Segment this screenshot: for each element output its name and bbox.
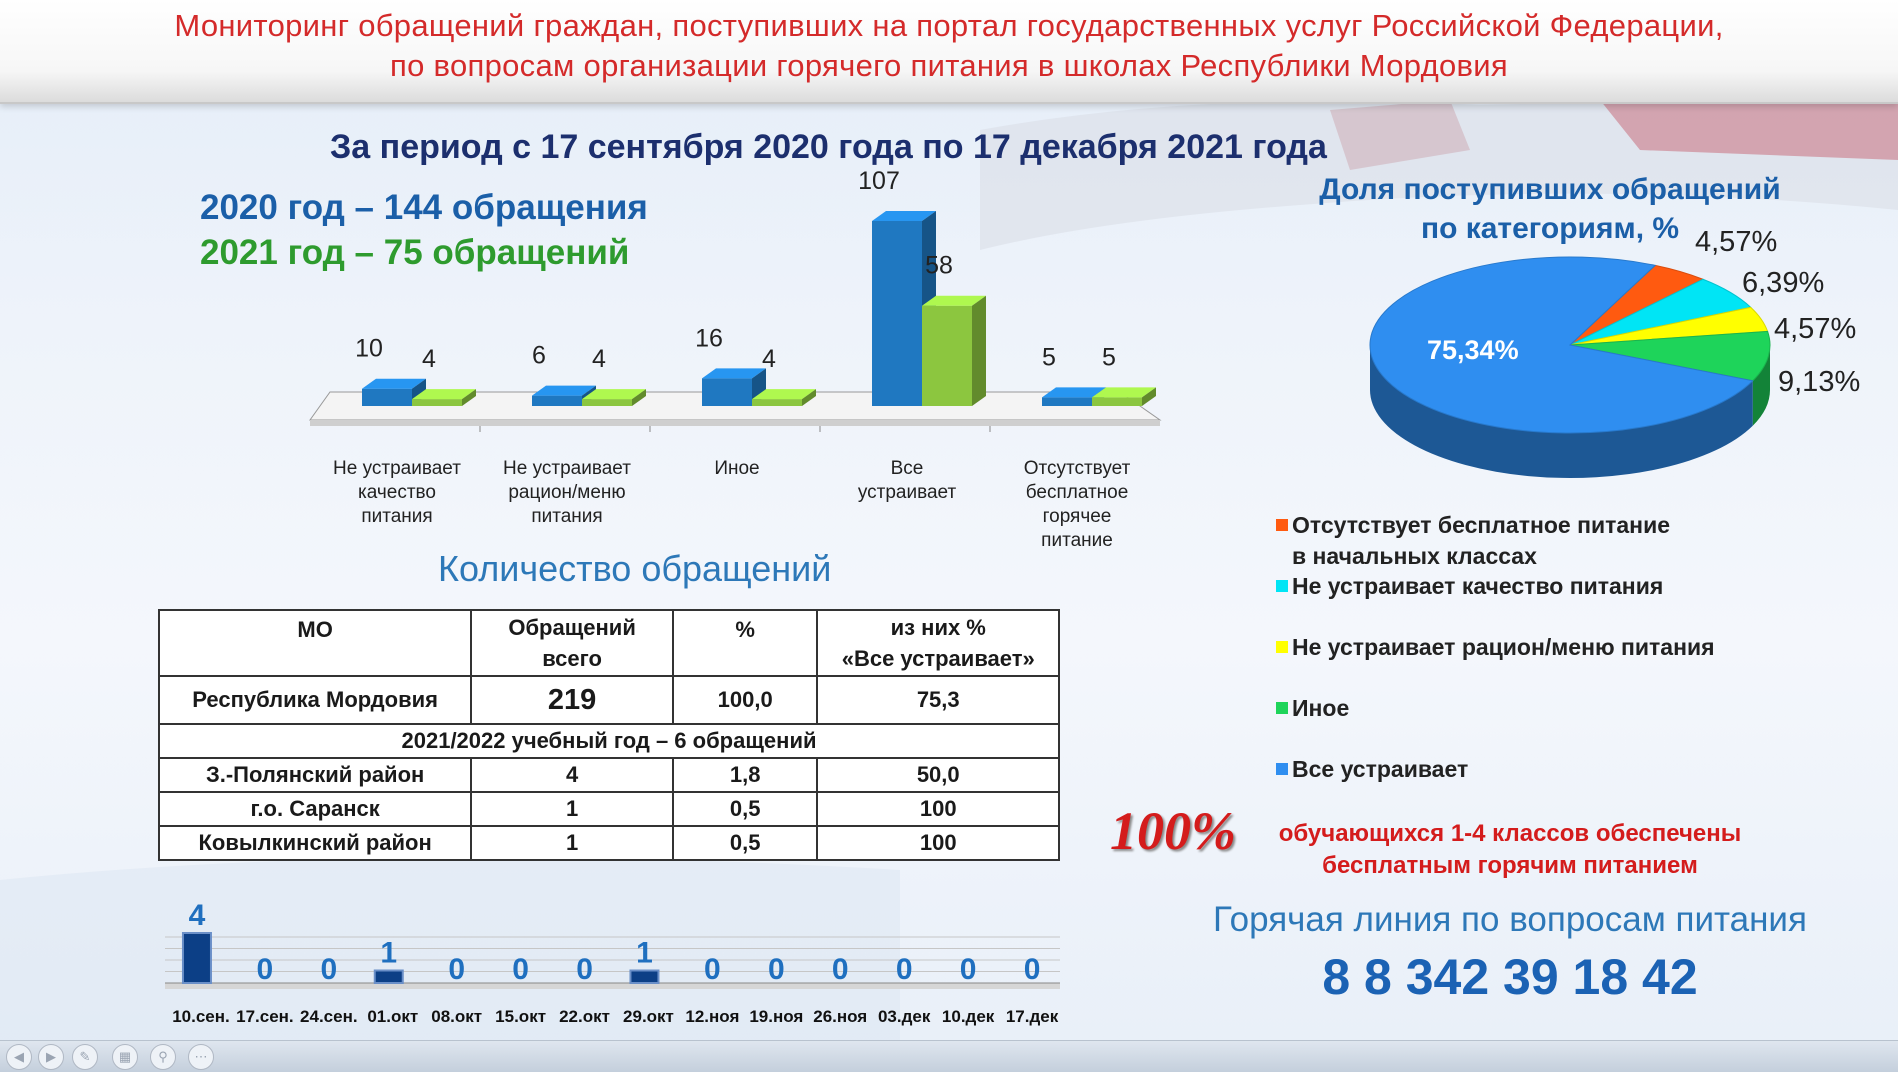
table-cell: 0,5 (673, 792, 818, 826)
students-note-line2: бесплатным горячим питанием (1322, 852, 1698, 879)
week-value-label: 0 (576, 953, 593, 986)
chart-floor-edge (310, 420, 1160, 426)
table-cell: Республика Мордовия (159, 676, 471, 724)
week-floor-edge (165, 983, 1060, 989)
header-text: % (735, 617, 755, 642)
week-tick-label: 19.ноя (749, 1007, 804, 1026)
year-2021-count: 2021 год – 75 обращений (200, 233, 630, 272)
week-tick-label: 03.дек (877, 1007, 931, 1026)
category-pie-chart (1350, 250, 1770, 500)
week-tick-label: 15.окт (495, 1007, 547, 1026)
bar-value-label: 10 (355, 334, 383, 363)
week-tick-label: 10.дек (941, 1007, 995, 1026)
week-tick-label: 24.сен. (300, 1007, 358, 1026)
header-text: «Все устраивает» (841, 646, 1035, 671)
bar-value-label: 16 (695, 324, 723, 353)
category-bar-chart (290, 167, 1250, 440)
week-value-label: 0 (1023, 953, 1041, 986)
pie-title-line2: по категориям, % (1420, 212, 1680, 245)
pen-icon[interactable]: ✎ (72, 1044, 98, 1070)
bar-front (702, 378, 752, 406)
bar-front (582, 399, 632, 406)
week-value-label: 0 (512, 953, 529, 986)
legend-swatch (1276, 641, 1288, 653)
bar-value-label: 107 (858, 167, 900, 195)
week-value-label: 0 (448, 953, 466, 986)
students-note (1230, 818, 1790, 882)
pie-label-blue: 75,34% (1427, 335, 1519, 365)
count-title: Количество обращений (438, 548, 832, 589)
week-value-label: 0 (767, 953, 785, 986)
bar-front (1092, 397, 1142, 406)
bar-value-label: 5 (1042, 343, 1056, 372)
table-header-cell (471, 610, 673, 676)
week-tick-label: 17.сен. (236, 1007, 294, 1026)
week-value-label: 4 (188, 899, 206, 932)
pie-label-green: 9,13% (1778, 366, 1861, 398)
week-tick-label: 10.сен. (172, 1007, 230, 1026)
pie-label-orange: 4,57% (1695, 226, 1778, 258)
legend-text: Не устраивает рацион/меню питания (1292, 634, 1715, 660)
bar-category-label: Отсутствует бесплатное горячее питание (1023, 458, 1131, 551)
year-2020-count: 2020 год – 144 обращения (200, 188, 648, 227)
students-note-line1: обучающихся 1-4 классов обеспечены (1278, 820, 1742, 847)
table-header-cell (159, 610, 471, 676)
table-cell: 0,5 (673, 826, 818, 860)
table-section-row (159, 724, 1059, 758)
table-cell: 100 (817, 792, 1059, 826)
legend-swatch (1276, 580, 1288, 592)
table-row (159, 826, 1059, 860)
table-cell: Ковылкинский район (159, 826, 471, 860)
legend-swatch (1276, 763, 1288, 775)
table-cell: 50,0 (817, 758, 1059, 792)
bar-value-label: 6 (532, 341, 546, 370)
table-header-cell (673, 610, 818, 676)
legend-item-other (1292, 693, 1812, 724)
table-section-label: 2021/2022 учебный год – 6 обращений (159, 724, 1059, 758)
legend-swatch (1276, 519, 1288, 531)
table-cell-total: 219 (471, 676, 673, 724)
bar-value-label: 4 (592, 345, 606, 374)
legend-text: Не устраивает качество питания (1292, 573, 1664, 599)
bar-value-label: 4 (422, 345, 436, 374)
table-row (159, 758, 1059, 792)
table-cell: г.о. Саранск (159, 792, 471, 826)
bar-category-label: Не устраивает рацион/меню питания (503, 458, 631, 527)
week-value-label: 0 (320, 953, 338, 986)
bar-value-label: 5 (1102, 343, 1116, 372)
weekly-bar-chart (155, 885, 1070, 1035)
table-cell: 1 (471, 826, 673, 860)
bar-value-label: 4 (762, 345, 776, 374)
header-text: из них % (890, 615, 986, 640)
week-value-label: 0 (959, 953, 977, 986)
bar-side (972, 296, 986, 406)
week-tick-label: 29.окт (623, 1007, 674, 1026)
bar-front (532, 396, 582, 406)
pie-label-cyan: 6,39% (1742, 267, 1825, 299)
bar-category-label: Все устраивает (857, 458, 957, 503)
week-tick-label: 08.окт (431, 1007, 483, 1026)
week-value-label: 1 (380, 936, 398, 970)
bar-front (872, 221, 922, 406)
next-slide-icon[interactable]: ▶ (38, 1044, 64, 1070)
pie-label-yellow: 4,57% (1774, 313, 1857, 345)
legend-item-quality (1292, 571, 1812, 602)
header-banner (0, 0, 1898, 104)
header-title-line1: Мониторинг обращений граждан, поступивших на портал государственных услуг Российской Федерации, (174, 8, 1724, 43)
week-value-label: 0 (831, 953, 849, 986)
legend-swatch (1276, 702, 1288, 714)
bar-front (412, 399, 462, 406)
bar-category-label: Иное (714, 458, 760, 479)
header-text: МО (297, 617, 333, 642)
table-header-row (159, 610, 1059, 676)
bar-front (752, 399, 802, 406)
table-total-row (159, 676, 1059, 724)
appeals-table (158, 609, 1060, 861)
hundred-percent-badge: 100% (1110, 801, 1236, 861)
table-cell: 1,8 (673, 758, 818, 792)
table-cell: 1 (471, 792, 673, 826)
week-value-label: 0 (895, 953, 913, 986)
period-title: За период с 17 сентября 2020 года по 17 декабря 2021 года (330, 128, 1327, 166)
table-cell: 4 (471, 758, 673, 792)
bar-front (1042, 397, 1092, 406)
pie-title-line1: Доля поступивших обращений (1319, 173, 1781, 206)
bar-front (362, 389, 412, 406)
slideshow-toolbar (0, 1040, 1898, 1072)
table-cell: 75,3 (817, 676, 1059, 724)
prev-slide-icon[interactable]: ◀ (6, 1044, 32, 1070)
week-tick-label: 17.дек (1005, 1007, 1059, 1026)
zoom-icon[interactable]: ⚲ (150, 1044, 176, 1070)
hotline-phone: 8 8 342 39 18 42 (1322, 949, 1698, 1005)
week-value-label: 0 (704, 953, 721, 986)
hotline-label: Горячая линия по вопросам питания (1213, 900, 1807, 939)
table-cell: З.-Полянский район (159, 758, 471, 792)
legend-text: Все устраивает (1292, 756, 1469, 782)
legend-text: Отсутствует бесплатное питание (1292, 512, 1671, 538)
legend-item-menu (1292, 632, 1812, 663)
table-row (159, 792, 1059, 826)
table-header-cell (817, 610, 1059, 676)
bar-category-label: Не устраивает качество питания (333, 458, 461, 527)
table-cell: 100,0 (673, 676, 818, 724)
legend-text: в начальных классах (1292, 543, 1537, 569)
week-bar (183, 933, 211, 983)
week-bar (630, 971, 658, 984)
week-value-label: 1 (636, 936, 653, 970)
header-text: всего (542, 646, 602, 671)
legend-text: Иное (1292, 695, 1350, 721)
table-cell: 100 (817, 826, 1059, 860)
week-tick-label: 22.окт (559, 1007, 610, 1026)
week-value-label: 0 (256, 953, 274, 986)
header-title-line2: по вопросам организации горячего питания в школах Республики Мордовия (390, 48, 1508, 83)
week-tick-label: 12.ноя (685, 1007, 740, 1026)
week-tick-label: 26.ноя (813, 1007, 868, 1026)
week-bar (375, 971, 403, 984)
header-text: Обращений (508, 615, 636, 640)
more-options-icon[interactable]: ⋯ (188, 1044, 214, 1070)
bar-value-label: 58 (925, 251, 953, 280)
slides-grid-icon[interactable]: ▦ (112, 1044, 138, 1070)
week-tick-label: 01.окт (367, 1007, 419, 1026)
legend-item-satisfied (1292, 754, 1812, 785)
bar-front (922, 306, 972, 406)
legend-item-no-free-meals (1292, 510, 1812, 572)
